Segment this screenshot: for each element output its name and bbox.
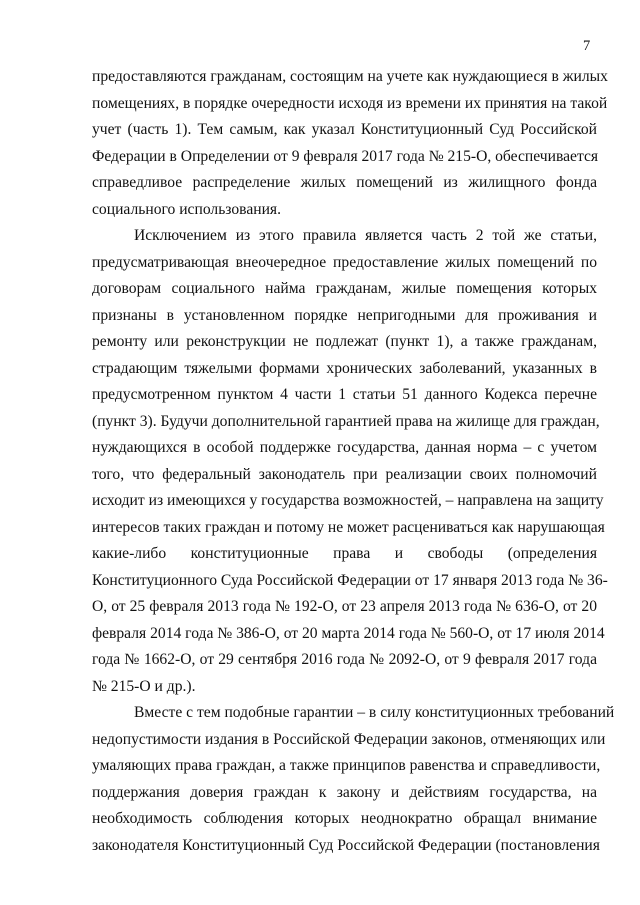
- text-line: законодателя Конституционный Суд Российской Федерации (постановления: [92, 836, 600, 854]
- text-line: предоставляются гражданам, состоящим на учете как нуждающиеся в жилых: [92, 68, 608, 85]
- text-line: справедливое распределение жилых помещений из жилищного фонда: [92, 174, 597, 191]
- text-line: ремонту или реконструкции не подлежат (пункт 1), а также гражданам,: [92, 333, 597, 350]
- paragraph-first-line: Исключением из этого правила является часть 2 той же статьи,: [134, 227, 597, 244]
- text-line: интересов таких граждан и потому не может расцениваться как нарушающая: [92, 518, 605, 536]
- text-line: того, что федеральный законодатель при реализации своих полномочий: [92, 465, 597, 483]
- text-line: (пункт 3). Будучи дополнительной гарантией права на жилище для граждан,: [92, 412, 600, 430]
- text-line: учет (часть 1). Тем самым, как указал Конституционный Суд Российской: [92, 121, 597, 138]
- text-line: исходит из имеющихся у государства возможностей, – направлена на защиту: [92, 492, 604, 509]
- text-line: договорам социального найма гражданам, жилые помещения которых: [92, 280, 597, 297]
- text-line: Федерации в Определении от 9 февраля 2017 года № 215-О, обеспечивается: [92, 147, 599, 165]
- paragraph-last-line: № 215-О и др.).: [92, 677, 196, 695]
- text-line: какие-либо конституционные права и свободы (определения: [92, 545, 597, 562]
- paragraph-last-line: социального использования.: [92, 200, 282, 218]
- text-line: февраля 2014 года № 386-О, от 20 марта 2014 года № 560-О, от 17 июля 2014: [92, 624, 605, 642]
- text-line: признаны в установленном порядке непригодными для проживания и: [92, 306, 597, 324]
- text-line: недопустимости издания в Российской Федерации законов, отменяющих или: [92, 730, 606, 748]
- text-line: страдающим тяжелыми формами хронических заболеваний, указанных в: [92, 359, 597, 377]
- text-line: умаляющих права граждан, а также принципов равенства и справедливости,: [92, 757, 601, 774]
- text-line: Конституционного Суда Российской Федерации от 17 января 2013 года № 36-: [92, 571, 608, 589]
- text-line: года № 1662-О, от 29 сентября 2016 года № 2092-О, от 9 февраля 2017 года: [92, 651, 597, 668]
- text-line: нуждающихся в особой поддержке государства, данная норма – с учетом: [92, 439, 597, 456]
- paragraph-first-line: Вместе с тем подобные гарантии – в силу конституционных требований: [134, 704, 615, 721]
- document-body: [92, 64, 615, 859]
- text-line: О, от 25 февраля 2013 года № 192-О, от 23 апреля 2013 года № 636-О, от 20: [92, 598, 597, 615]
- text-line: поддержания доверия граждан к закону и действиям государства, на: [92, 783, 597, 801]
- text-line: предусматривающая внеочередное предоставление жилых помещений по: [92, 253, 597, 271]
- page-number: 7: [583, 38, 591, 54]
- text-line: предусмотренном пунктом 4 части 1 статьи 51 данного Кодекса перечне: [92, 386, 597, 403]
- text-line: помещениях, в порядке очередности исходя из времени их принятия на такой: [92, 94, 608, 112]
- text-line: необходимость соблюдения которых неоднократно обращал внимание: [92, 810, 597, 827]
